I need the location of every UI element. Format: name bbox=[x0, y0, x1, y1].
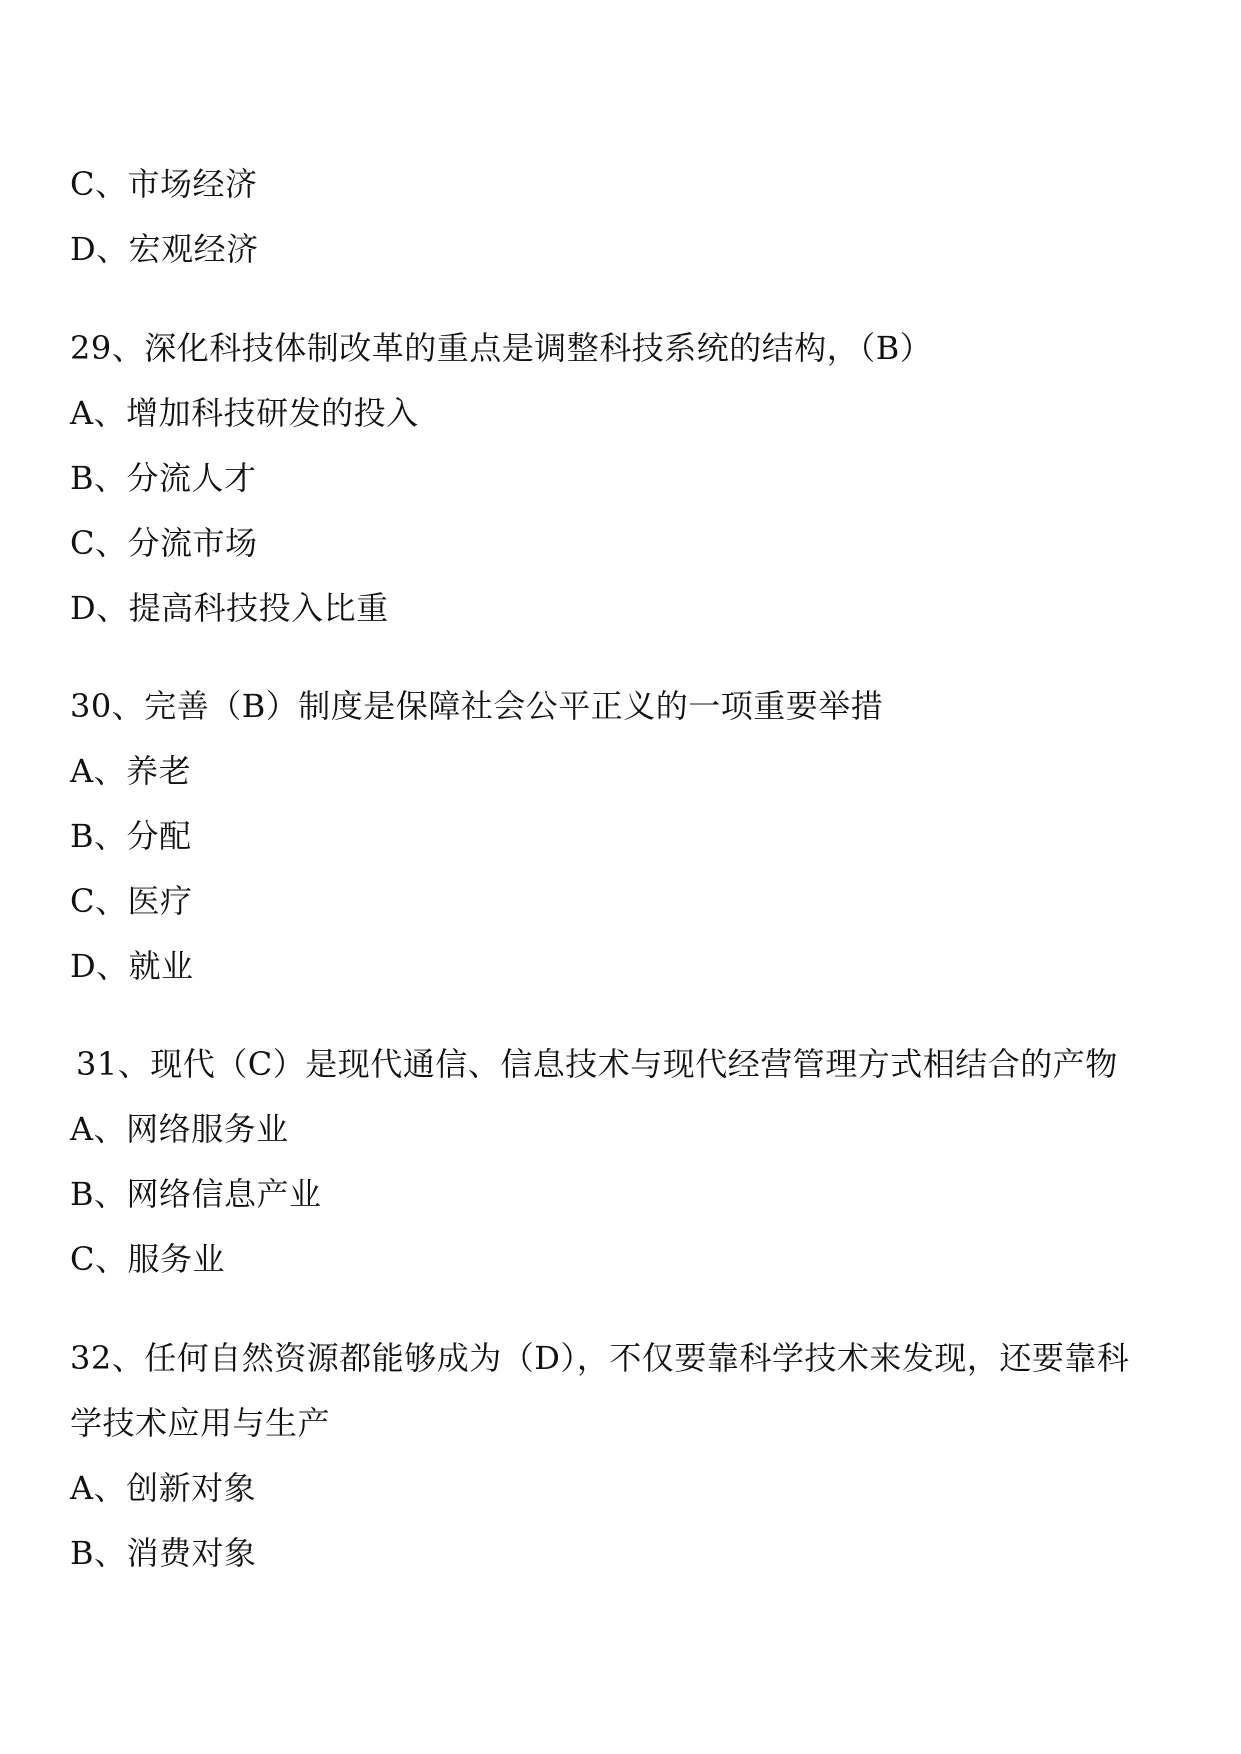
option-b-q29: B、分流人才 bbox=[70, 459, 257, 497]
option-b-q32: B、消费对象 bbox=[70, 1534, 257, 1572]
question-32-continued: 学技术应用与生产 bbox=[70, 1404, 331, 1442]
option-b-q31: B、网络信息产业 bbox=[70, 1175, 322, 1213]
option-c-q31: C、服务业 bbox=[70, 1240, 225, 1278]
question-29: 29、深化科技体制改革的重点是调整科技系统的结构，（B） bbox=[70, 329, 933, 367]
option-c-q29: C、分流市场 bbox=[70, 524, 258, 562]
question-30: 30、完善（B）制度是保障社会公平正义的一项重要举措 bbox=[70, 687, 884, 725]
option-a-q29: A、增加科技研发的投入 bbox=[70, 394, 419, 432]
option-a-q31: A、网络服务业 bbox=[70, 1110, 289, 1148]
option-a-q30: A、养老 bbox=[70, 752, 192, 790]
option-b-q30: B、分配 bbox=[70, 817, 192, 855]
option-c-q30: C、医疗 bbox=[70, 882, 193, 920]
option-c-q28: C、市场经济 bbox=[70, 165, 258, 203]
question-31: 31、现代（C）是现代通信、信息技术与现代经营管理方式相结合的产物 bbox=[76, 1045, 1118, 1083]
option-d-q30: D、就业 bbox=[70, 947, 194, 985]
option-d-q29: D、提高科技投入比重 bbox=[70, 589, 389, 627]
question-32: 32、任何自然资源都能够成为（D），不仅要靠科学技术来发现，还要靠科 bbox=[70, 1339, 1130, 1377]
option-a-q32: A、创新对象 bbox=[70, 1469, 257, 1507]
option-d-q28: D、宏观经济 bbox=[70, 230, 259, 268]
